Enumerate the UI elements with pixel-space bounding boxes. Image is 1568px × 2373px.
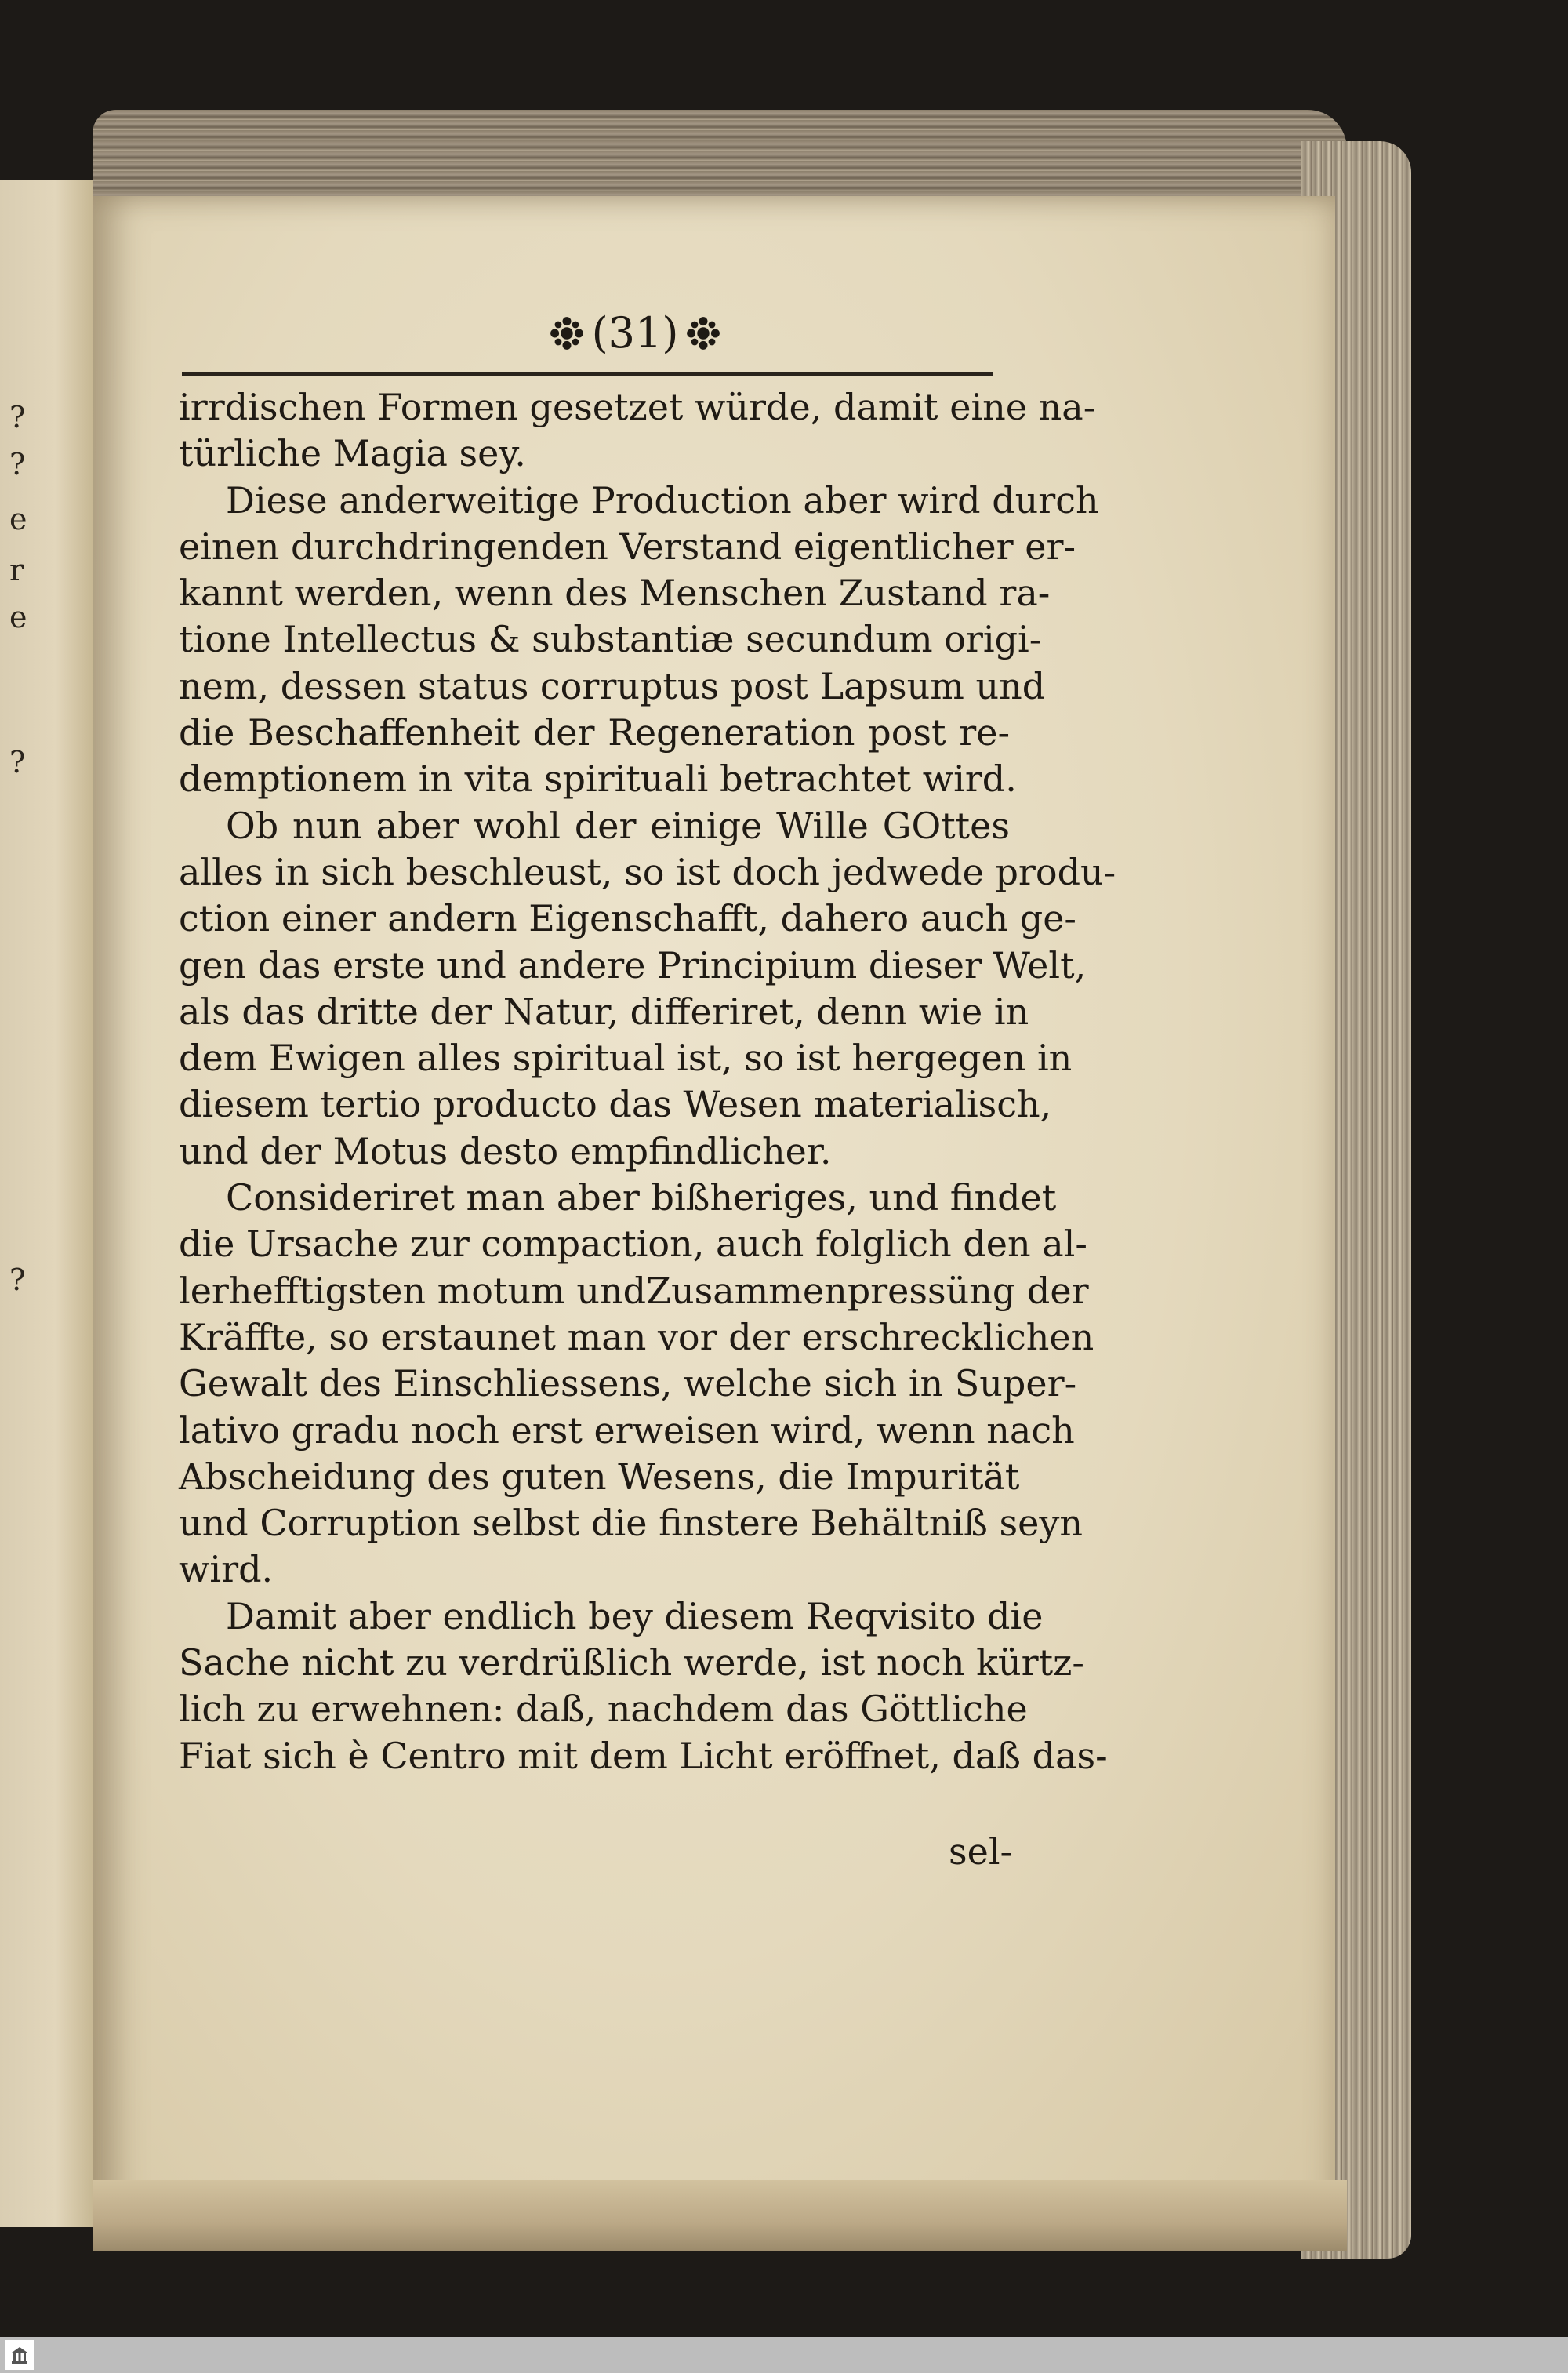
text-line: und der Motus desto empfindlicher. xyxy=(179,1129,832,1172)
text-line: lich zu erwehnen: daß, nachdem das Göttliche xyxy=(179,1688,1028,1731)
text-line: ction einer andern Eigenschafft, dahero auch ge- xyxy=(179,897,1076,940)
text-line: demptionem in vita spirituali betrachtet wird. xyxy=(179,758,1017,801)
text-line: als das dritte der Natur, differiret, denn wie in xyxy=(179,990,1029,1033)
text-line: Damit aber endlich bey diesem Reqvisito die xyxy=(226,1594,1044,1637)
left-page-fragment: ? xyxy=(9,1263,26,1297)
text-line: Consideriret man aber bißheriges, und findet xyxy=(226,1176,1057,1219)
text-line: Ob nun aber wohl der einige Wille GOttes xyxy=(226,804,1010,847)
flower-ornament-icon xyxy=(686,316,720,351)
text-line: alles in sich beschleust, so ist doch jedwede produ- xyxy=(179,850,1116,893)
left-page-fragment: ? xyxy=(9,400,26,434)
text-line: türliche Magia sey. xyxy=(179,432,526,475)
left-page-fragment: ? xyxy=(9,745,26,779)
text-line: gen das erste und andere Principium dieser Welt, xyxy=(179,943,1087,987)
body-text xyxy=(179,384,1116,1779)
text-line: und Corruption selbst die finstere Behältniß seyn xyxy=(179,1502,1083,1545)
text-line: tione Intellectus & substantiæ secundum origi- xyxy=(179,618,1042,661)
building-icon xyxy=(9,2345,30,2365)
text-line: nem, dessen status corruptus post Lapsum und xyxy=(179,664,1046,707)
text-line: irrdischen Formen gesetzet würde, damit eine na- xyxy=(179,386,1096,428)
text-line: lerhefftigsten motum undZusammenpressüng der xyxy=(179,1269,1089,1312)
left-page-fragment: r xyxy=(9,553,24,587)
text-line: Gewalt des Einschliessens, welche sich in Super- xyxy=(179,1362,1077,1405)
book-bottom-edge xyxy=(93,2180,1347,2251)
text-line: Abscheidung des guten Wesens, die Impurität xyxy=(179,1455,1020,1498)
header-rule xyxy=(182,372,993,376)
page-number: (31) xyxy=(591,308,679,358)
text-line: Kräffte, so erstaunet man vor der erschrecklichen xyxy=(179,1315,1094,1358)
text-line: lativo gradu noch erst erweisen wird, wenn nach xyxy=(179,1408,1075,1452)
text-line: diesem tertio producto das Wesen materialisch, xyxy=(179,1083,1052,1126)
text-line: kannt werden, wenn des Menschen Zustand ra- xyxy=(179,572,1051,615)
viewer-footer-bar xyxy=(0,2337,1568,2373)
text-line: Diese anderweitige Production aber wird durch xyxy=(226,478,1099,521)
catchword: sel- xyxy=(949,1830,1013,1873)
left-page-fragment: e xyxy=(9,502,27,536)
text-line: die Beschaffenheit der Regeneration post re- xyxy=(179,711,1010,754)
text-line: wird. xyxy=(179,1548,274,1591)
text-line: Sache nicht zu verdrüßlich werde, ist noch kürtz- xyxy=(179,1641,1084,1684)
text-line: dem Ewigen alles spiritual ist, so ist hergegen in xyxy=(179,1037,1073,1080)
text-line: Fiat sich è Centro mit dem Licht eröffnet, daß das- xyxy=(179,1734,1108,1777)
text-line: einen durchdringenden Verstand eigentlicher er- xyxy=(179,525,1076,568)
book-top-edge xyxy=(93,110,1347,204)
left-facing-page xyxy=(0,180,97,2227)
text-line: die Ursache zur compaction, auch folglich den al- xyxy=(179,1223,1087,1266)
left-page-fragment: e xyxy=(9,600,27,634)
flower-ornament-icon xyxy=(550,316,584,351)
library-logo-icon xyxy=(5,2340,34,2370)
left-page-fragment: ? xyxy=(9,447,26,482)
page-header xyxy=(439,306,831,361)
